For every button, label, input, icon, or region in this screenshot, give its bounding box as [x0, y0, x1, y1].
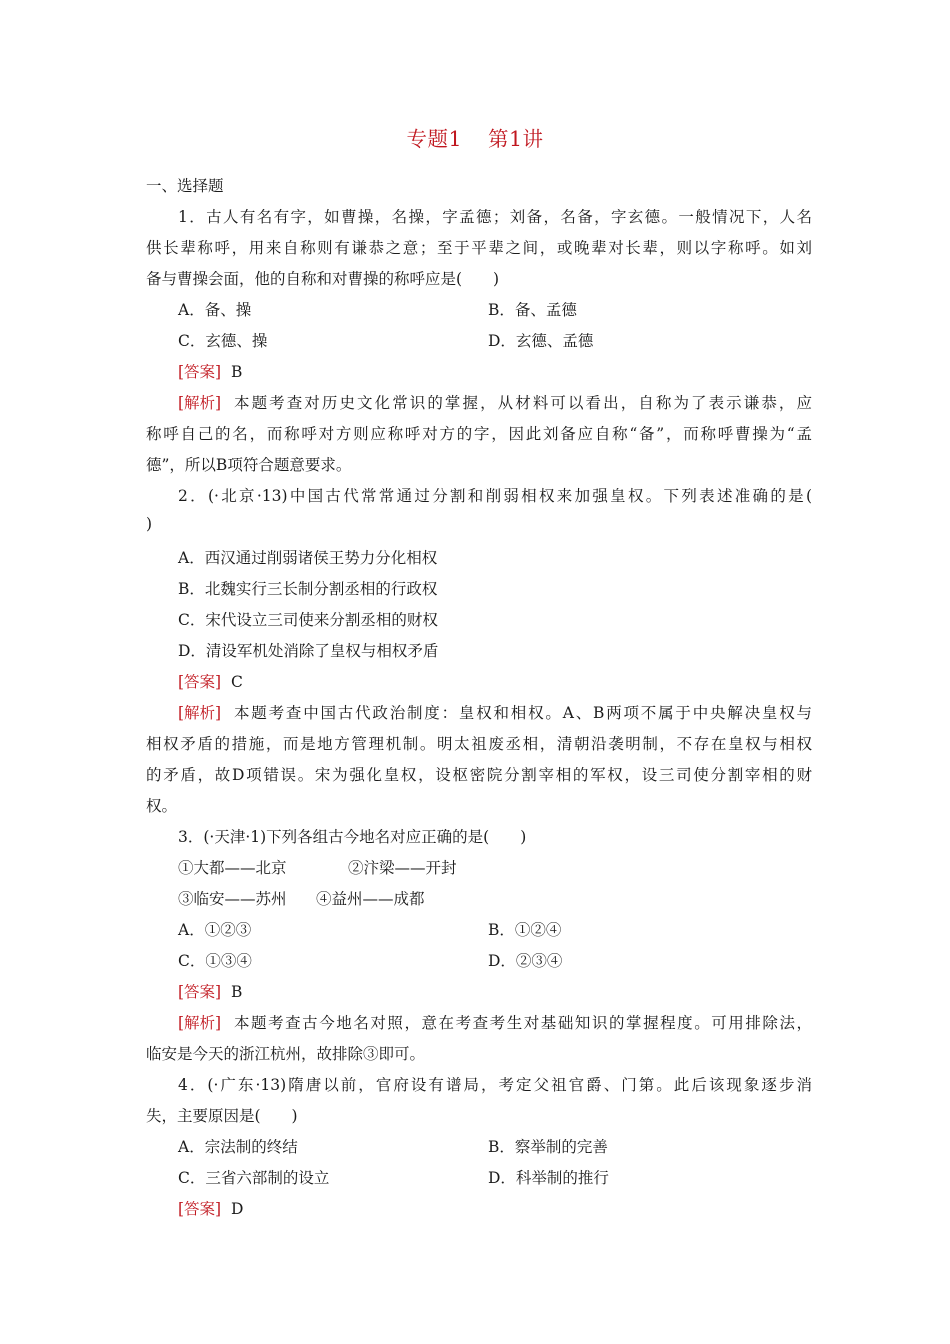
q1-analysis-line-2: 称呼自己的名，而称呼对方则应称呼对方的字，因此刘备应自称“备”，而称呼曹操为“孟: [146, 425, 812, 443]
answer-value: C: [230, 673, 243, 691]
analysis-text: 本题考查对历史文化常识的掌握，从材料可以看出，自称为了表示谦恭，应: [234, 394, 812, 412]
answer-value: B: [230, 363, 243, 381]
answer-tag: [答案]: [178, 983, 222, 1001]
q2-option-c: C．宋代设立三司使来分割丞相的财权: [178, 611, 438, 629]
q3-analysis-line-1: [178, 1011, 812, 1033]
analysis-tag: [解析]: [178, 394, 222, 412]
answer-value: B: [230, 983, 243, 1001]
q2-analysis-line-1: [178, 701, 812, 723]
answer-value: D: [230, 1200, 244, 1218]
q2-stem-line-1: 2．(·北京·13)中国古代常常通过分割和削弱相权来加强皇权。下列表述准确的是(: [178, 487, 812, 505]
analysis-text: 本题考查中国古代政治制度：皇权和相权。A、B两项不属于中央解决皇权与: [234, 704, 812, 722]
q4-stem-line-1: 4．(·广东·13)隋唐以前，官府设有谱局，考定父祖官爵、门第。此后该现象逐步消: [178, 1076, 812, 1094]
q2-analysis-line-3: 的矛盾，故D项错误。宋为强化皇权，设枢密院分割宰相的军权，设三司使分割宰相的财: [146, 766, 812, 784]
q1-analysis-line-3: 德”，所以B项符合题意要求。: [146, 456, 352, 474]
section-heading: 一、选择题: [146, 177, 224, 195]
q3-item-1: ①大都——北京: [178, 859, 287, 877]
q1-option-b: B．备、孟德: [488, 301, 577, 319]
title-lecture: 第1讲: [488, 127, 544, 151]
q4-option-a: A．宗法制的终结: [178, 1138, 298, 1156]
q3-option-a: A．①②③: [178, 921, 252, 939]
q4-answer: [178, 1197, 243, 1219]
q1-option-a: A．备、操: [178, 301, 252, 319]
q3-analysis-line-2: 临安是今天的浙江杭州，故排除③即可。: [146, 1045, 426, 1063]
q3-stem-line-1: 3．(·天津·1)下列各组古今地名对应正确的是( ): [178, 828, 527, 846]
analysis-text: 本题考查古今地名对照，意在考查考生对基础知识的掌握程度。可用排除法，: [234, 1014, 812, 1032]
q2-option-d: D．清设军机处消除了皇权与相权矛盾: [178, 642, 439, 660]
q2-answer: [178, 670, 243, 692]
q1-stem-line-1: 1．古人有名有字，如曹操，名操，字孟德；刘备，名备，字玄德。一般情况下，人名: [178, 208, 812, 226]
analysis-tag: [解析]: [178, 704, 222, 722]
q3-option-b: B．①②④: [488, 921, 562, 939]
q3-answer: [178, 980, 242, 1002]
q1-analysis-line-1: [178, 391, 812, 413]
analysis-tag: [解析]: [178, 1014, 222, 1032]
q2-analysis-line-2: 相权矛盾的措施，而是地方管理机制。明太祖废丞相，清朝沿袭明制，不存在皇权与相权: [146, 735, 812, 753]
q1-stem-line-2: 供长辈称呼，用来自称则有谦恭之意；至于平辈之间，或晚辈对长辈，则以字称呼。如刘: [146, 239, 812, 257]
q4-option-b: B．察举制的完善: [488, 1138, 608, 1156]
answer-tag: [答案]: [178, 363, 222, 381]
q3-item-4: ④益州——成都: [316, 890, 425, 908]
q2-analysis-line-4: 权。: [146, 797, 178, 815]
answer-tag: [答案]: [178, 673, 222, 691]
q2-option-b: B．北魏实行三长制分割丞相的行政权: [178, 580, 438, 598]
q4-option-d: D．科举制的推行: [488, 1169, 609, 1187]
q3-option-c: C．①③④: [178, 952, 252, 970]
q2-stem-line-2: ): [146, 515, 153, 533]
q3-option-d: D．②③④: [488, 952, 563, 970]
page-title: [0, 122, 950, 152]
q3-item-2: ②汴梁——开封: [348, 859, 457, 877]
q1-stem-line-3: 备与曹操会面，他的自称和对曹操的称呼应是( ): [146, 270, 500, 288]
q3-item-3: ③临安——苏州: [178, 890, 287, 908]
q1-answer: [178, 360, 242, 382]
q2-option-a: A．西汉通过削弱诸侯王势力分化相权: [178, 549, 438, 567]
answer-tag: [答案]: [178, 1200, 222, 1218]
q1-option-c: C．玄德、操: [178, 332, 268, 350]
q4-option-c: C．三省六部制的设立: [178, 1169, 330, 1187]
q4-stem-line-2: 失，主要原因是( ): [146, 1107, 298, 1125]
q1-option-d: D．玄德、孟德: [488, 332, 594, 350]
title-topic: 专题1: [406, 127, 462, 151]
